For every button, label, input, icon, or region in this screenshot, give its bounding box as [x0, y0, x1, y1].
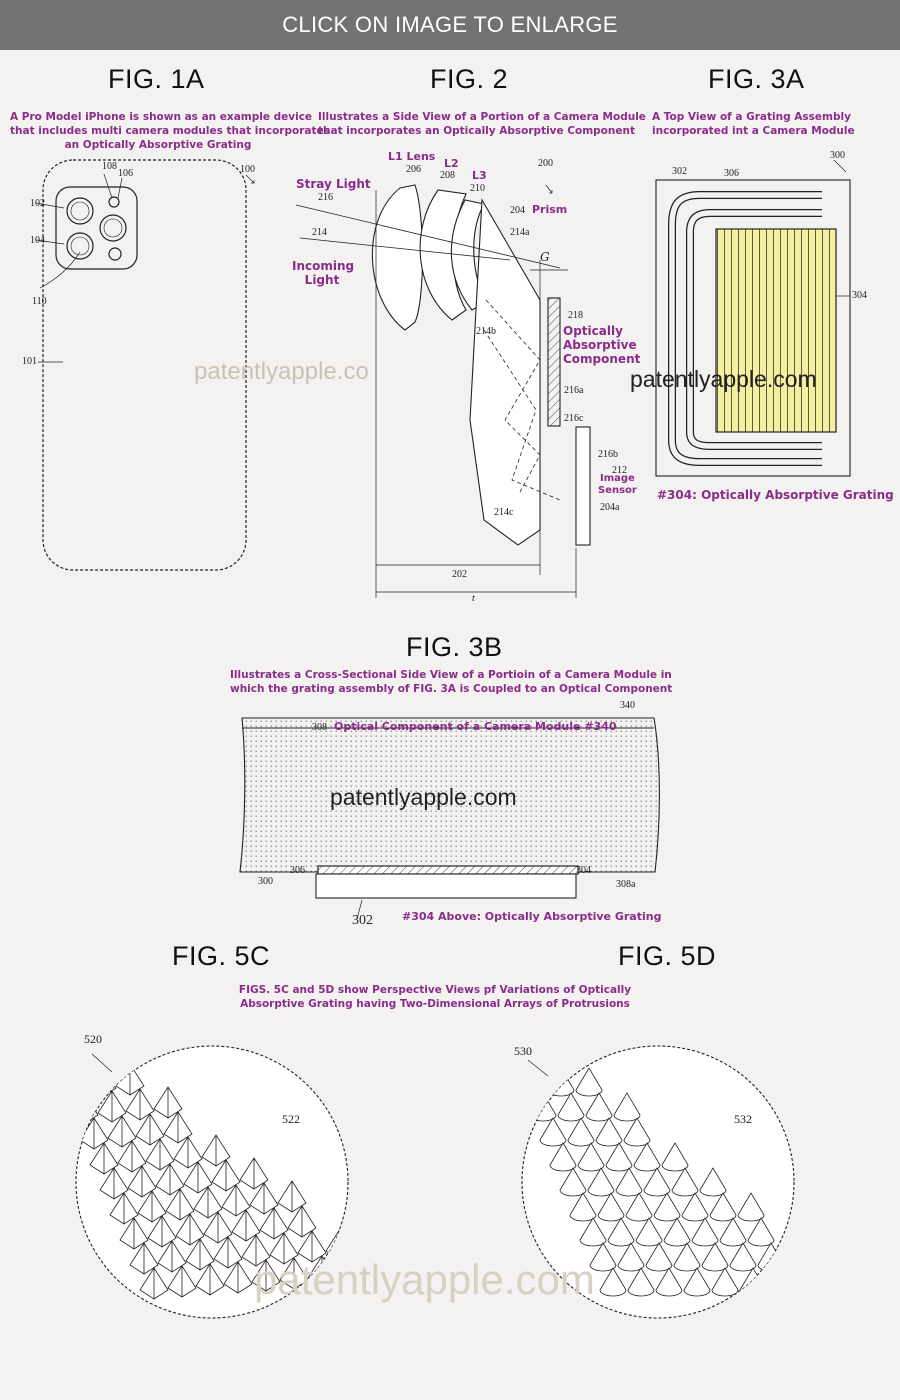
fig-5d-title: FIG. 5D	[618, 941, 717, 971]
grating-above-note: #304 Above: Optically Absorptive Grating	[402, 910, 662, 923]
ref-530: 530	[514, 1044, 532, 1058]
ref-106: 106	[118, 168, 133, 179]
cone-protrusion	[824, 1268, 850, 1296]
ref-108: 108	[102, 161, 117, 172]
ref-100: 100	[240, 164, 255, 175]
label-image-sensor: Image Sensor	[598, 473, 637, 496]
watermark-2: patentlyapple.com	[630, 366, 817, 392]
label-l2: L2	[444, 157, 459, 170]
fig-5c-title: FIG. 5C	[172, 941, 271, 971]
fig-1a-caption: A Pro Model iPhone is shown as an example device that includes multi camera modules that incorporates an Optically Absorptive Grating	[10, 111, 330, 151]
ref-302-top: 302	[672, 166, 687, 177]
ref-214: 214	[312, 227, 327, 238]
camera-module-drawing	[296, 185, 590, 598]
ref-300-cross: 300	[258, 876, 273, 887]
label-l3: L3	[472, 169, 487, 182]
label-gap-g: G	[540, 250, 550, 264]
watermark-1: patentlyapple.co	[194, 358, 369, 385]
optical-component-label: Optical Component of a Camera Module #340	[334, 720, 617, 733]
ref-304-top: 304	[852, 290, 867, 301]
ref-210: 210	[470, 183, 485, 194]
ref-532: 532	[734, 1112, 752, 1126]
ref-304-cross: 304	[576, 865, 591, 876]
ref-216a: 216a	[564, 385, 584, 396]
cone-protrusion	[520, 1068, 546, 1096]
fig-1a-title: FIG. 1A	[108, 64, 205, 94]
fig-2-title: FIG. 2	[430, 64, 509, 94]
watermark-3: patentlyapple.com	[330, 784, 517, 810]
label-l1-lens: L1 Lens	[388, 150, 436, 163]
ref-214b: 214b	[476, 326, 496, 337]
ref-110: 110	[32, 296, 47, 307]
ref-216: 216	[318, 192, 333, 203]
ref-306-cross: 306	[290, 865, 305, 876]
fig-2-caption: Illustrates a Side View of a Portion of a Camera Module that incorporates an Optically Absorptive Component	[318, 111, 646, 137]
ref-212: 212	[612, 465, 627, 476]
ref-104: 104	[30, 235, 45, 246]
fig-5-caption: FIGS. 5C and 5D show Perspective Views pf Variations of Optically Absorptive Grating having Two-Dimensional Arrays of Protrusions	[238, 984, 632, 1010]
enlarge-banner[interactable]: CLICK ON IMAGE TO ENLARGE	[0, 0, 900, 50]
ref-522: 522	[282, 1112, 300, 1126]
ref-520: 520	[84, 1032, 102, 1046]
ref-204a: 204a	[600, 502, 620, 513]
label-prism: Prism	[532, 203, 568, 216]
fig-3b-title: FIG. 3B	[406, 632, 503, 662]
fig-3b-caption: Illustrates a Cross-Sectional Side View of a Portioin of a Camera Module in which the grating assembly of FIG. 3A is Coupled to an Optical Component	[230, 669, 673, 695]
ref-340: 340	[620, 700, 635, 711]
ref-218: 218	[568, 310, 583, 321]
ref-t: t	[472, 593, 475, 604]
fig-3a-caption: A Top View of a Grating Assembly incorporated int a Camera Module	[652, 111, 855, 137]
ref-101: 101	[22, 356, 37, 367]
ref-308a: 308a	[616, 879, 636, 890]
label-stray-light: Stray Light	[296, 177, 371, 191]
ref-214c: 214c	[494, 507, 514, 518]
ref-216c: 216c	[564, 413, 584, 424]
ref-308: 308	[312, 722, 327, 733]
grating-assembly-drawing	[656, 160, 850, 476]
label-absorptive-component: Optically Absorptive Component	[563, 324, 641, 366]
ref-202: 202	[452, 569, 467, 580]
grating-note: #304: Optically Absorptive Grating	[657, 488, 894, 502]
pyramid-protrusion	[60, 1068, 88, 1099]
ref-200: 200	[538, 158, 553, 169]
ref-214a: 214a	[510, 227, 530, 238]
cross-section-drawing	[240, 718, 659, 919]
cone-protrusion	[786, 1243, 812, 1271]
ref-300-top: 300	[830, 150, 845, 161]
cone-protrusion	[796, 1268, 822, 1296]
ref-206: 206	[406, 164, 421, 175]
watermark-4: patentlyapple.com	[254, 1256, 595, 1303]
ref-216b: 216b	[598, 449, 618, 460]
fig-3a-title: FIG. 3A	[708, 64, 805, 94]
ref-208: 208	[440, 170, 455, 181]
ref-102: 102	[30, 198, 45, 209]
cone-protrusion	[768, 1268, 794, 1296]
ref-302-cross: 302	[352, 913, 373, 928]
ref-306-top: 306	[724, 168, 739, 179]
ref-204: 204	[510, 205, 525, 216]
label-incoming-light: Incoming Light	[292, 259, 355, 287]
